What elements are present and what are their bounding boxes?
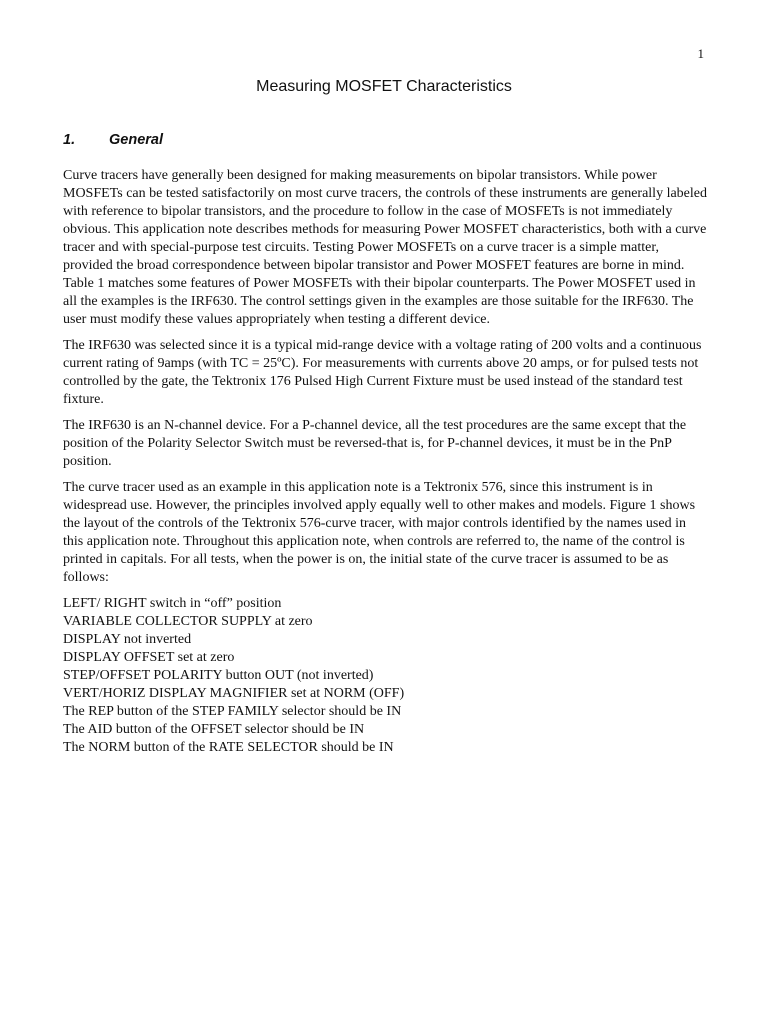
initial-state-item: The REP button of the STEP FAMILY selector should be IN — [63, 704, 402, 719]
initial-state-item: STEP/OFFSET POLARITY button OUT (not inverted) — [63, 668, 374, 683]
paragraph: The IRF630 is an N-channel device. For a P-channel device, all the test procedures are the same except that the position of the Polarity Selector Switch must be reversed-that is, for P-channel devices, it must be in the PnP position. — [63, 418, 687, 469]
document-title: Measuring MOSFET Characteristics — [256, 78, 512, 95]
section-heading — [63, 131, 163, 149]
paragraph: Curve tracers have generally been designed for making measurements on bipolar transistors. While power MOSFETs can be tested satisfactorily on most curve tracers, the controls of these instruments are generally labeled with reference to bipolar transistors, and the procedure to follow in the case of MOSFETs is not immediately obvious. This application note describes methods for measuring Power MOSFET characteristics, both with a curve tracer and with special-purpose test circuits. Testing Power MOSFETs on a curve tracer is a simple matter, provided the broad correspondence between bipolar transistor and Power MOSFET features are borne in mind. Table 1 matches some features of Power MOSFETs with their bipolar counterparts. The Power MOSFET used in all the examples is the IRF630. The control settings given in the examples are those suitable for the IRF630. The user must modify these values appropriately when testing a different device. — [63, 168, 707, 327]
paragraph: The curve tracer used as an example in this application note is a Tektronix 576, since this instrument is in widespread use. However, the principles involved apply equally well to other makes and models. Figure 1 shows the layout of the controls of the Tektronix 576-curve tracer, with major controls identified by the names used in this application note. Throughout this application note, when controls are referred to, the name of the control is printed in capitals. For all tests, when the power is on, the initial state of the curve tracer is assumed to be as follows: — [63, 480, 696, 585]
initial-state-item: DISPLAY not inverted — [63, 632, 192, 647]
initial-state-item: VERT/HORIZ DISPLAY MAGNIFIER set at NORM (OFF) — [63, 686, 405, 701]
initial-state-list — [63, 595, 707, 757]
initial-state-item: DISPLAY OFFSET set at zero — [63, 650, 235, 665]
initial-state-item: The AID button of the OFFSET selector should be IN — [63, 722, 365, 737]
paragraph: The IRF630 was selected since it is a typical mid-range device with a voltage rating of 200 volts and a continuous current rating of 9amps (with TC = 25ºC). For measurements with currents above 20 amps, or for pulsed tests not controlled by the gate, the Tektronix 176 Pulsed High Current Fixture must be used instead of the standard test fixture. — [63, 338, 702, 407]
initial-state-item: VARIABLE COLLECTOR SUPPLY at zero — [63, 614, 313, 629]
section-number: 1. — [63, 132, 76, 148]
section-body — [63, 167, 707, 757]
section-title: General — [109, 132, 163, 148]
initial-state-item: The NORM button of the RATE SELECTOR should be IN — [63, 740, 394, 755]
initial-state-item: LEFT/ RIGHT switch in “off” position — [63, 596, 282, 611]
page-number: 1 — [697, 46, 704, 61]
